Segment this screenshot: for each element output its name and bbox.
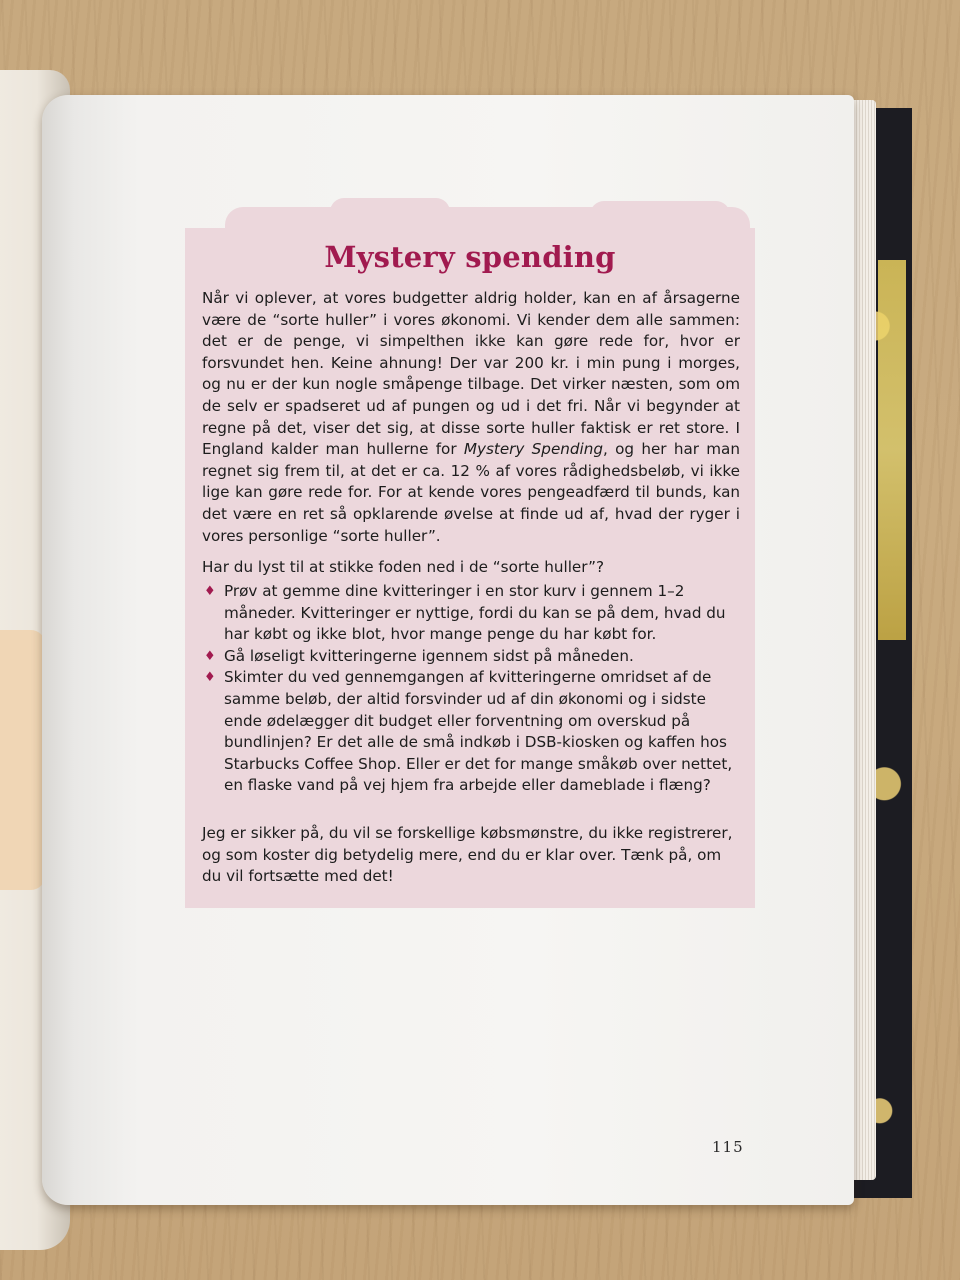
- list-item-text: Skimter du ved gennemgangen af kvitteringerne omridset af de samme beløb, der altid forsvinder ud af din økonomi og i sidste ende ødelægger dit budget eller forventning om overskud på bundlinjen? Er det alle de små indkøb i DSB-kiosken og kaffen hos Starbucks Coffee Shop. Eller er det for mange småkøb over nettet, en flaske vand på vej hjem fra arbejde eller dameblade i flæng?: [224, 668, 733, 795]
- closing-paragraph: Jeg er sikker på, du vil se forskellige købsmønstre, du ikke registrerer, og som koster dig betydelig mere, end du er klar over. Tænk på, om du vil fortsætte med det!: [202, 824, 733, 886]
- list-item: [202, 581, 740, 646]
- book-cover-gold-pattern: [878, 260, 906, 640]
- intro-text-start: Når vi oplever, at vores budgetter aldrig holder, kan en af årsagerne være de “sorte huller” i vores økonomi. Vi kender dem alle sammen: det er de penge, vi simpelthen ikke kan gøre rede for, hvor er forsvundet hen. Keine ahnung! Der var 200 kr. i min pung i morges, og nu er der kun nogle småpenge tilbage. Det virker næsten, som om de selv er spadseret ud af pungen og ud i det fri. Når vi begynder at regne på det, viser det sig, at disse sorte huller faktisk er ret store. I England kalder man hullerne for: [202, 289, 740, 459]
- list-item: [202, 646, 740, 668]
- intro-emphasis: Mystery Spending: [463, 440, 604, 459]
- intro-text-end: , og her har man regnet sig frem til, at det er ca. 12 % af vores rådighedsbeløb, vi ikke lige kan gøre rede for. For at kende vores pengeadfærd til bunds, kan det være en ret så opklarende øvelse at finde ud af, hvad der ryger i vores personlige “sorte huller”.: [202, 440, 740, 545]
- diamond-bullet-icon: ♦: [204, 584, 216, 599]
- list-item: [202, 667, 740, 797]
- diamond-bullet-icon: ♦: [204, 670, 216, 686]
- intro-paragraph: [202, 288, 740, 547]
- left-page-tint: [0, 630, 45, 890]
- page-title: Mystery spending: [324, 240, 616, 274]
- lead-in-question: Har du lyst til at stikke foden ned i de “sorte huller”?: [202, 558, 605, 576]
- list-item-text: Gå løseligt kvitteringerne igennem sidst på måneden.: [224, 646, 634, 665]
- diamond-bullet-icon: ♦: [204, 648, 216, 664]
- list-item-text: Prøv at gemme dine kvitteringer i en stor kurv i gennem 1–2 måneder. Kvitteringer er nyttige, fordi du kan se på dem, hvad du har købt og ikke blot, hvor mange penge du har købt for.: [224, 582, 726, 644]
- page-number: 115: [712, 1138, 744, 1156]
- bullet-list: [202, 581, 740, 797]
